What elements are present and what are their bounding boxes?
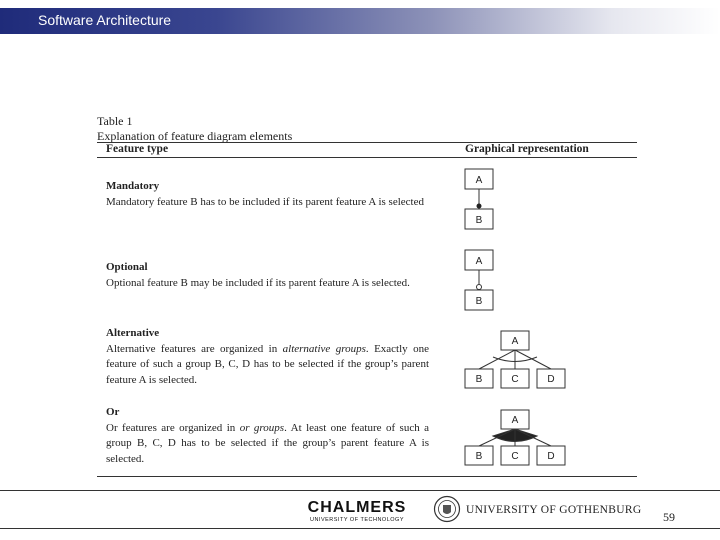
svg-text:D: D	[547, 451, 555, 462]
slide-title: Software Architecture	[38, 12, 172, 28]
table-header-rule	[97, 157, 637, 158]
or-feature-diagram	[460, 407, 580, 471]
university-seal-icon	[433, 495, 461, 523]
gothenburg-logo-text: UNIVERSITY OF GOTHENBURG	[466, 504, 642, 516]
svg-text:A: A	[475, 256, 483, 267]
alternative-feature-diagram	[460, 328, 580, 392]
slide-header-bar	[0, 8, 720, 34]
column-header-feature-type: Feature type	[106, 143, 169, 155]
table-row-mandatory	[106, 179, 429, 210]
row-name: Alternative	[106, 327, 160, 339]
table-row-optional	[106, 260, 429, 291]
table-row-or	[106, 405, 429, 467]
row-description: Mandatory feature B has to be included if its parent feature A is selected	[106, 195, 424, 208]
row-description: Alternative features are organized in alternative groups. Exactly one feature of such a group B, C, D has to be selected if the group’s parent feature A is selected.	[106, 342, 429, 386]
row-name: Mandatory	[106, 180, 160, 192]
mandatory-feature-diagram	[460, 166, 504, 232]
table-label: Table 1	[97, 114, 133, 128]
svg-text:B: B	[475, 374, 483, 385]
page-number: 59	[663, 510, 675, 524]
row-description: Or features are organized in or groups. At least one feature of such a group B, C, D has to be selected if the group’s parent feature A is selected.	[106, 421, 430, 465]
row-description: Optional feature B may be included if its parent feature A is selected.	[106, 276, 410, 289]
table-caption: Explanation of feature diagram elements	[97, 129, 293, 143]
svg-text:D: D	[547, 374, 555, 385]
svg-text:C: C	[511, 374, 519, 385]
svg-text:B: B	[475, 451, 483, 462]
svg-text:A: A	[475, 175, 483, 186]
table-bottom-rule	[97, 476, 637, 477]
footer-top-rule	[0, 490, 720, 491]
svg-text:B: B	[475, 215, 483, 226]
chalmers-wordmark: CHALMERS	[307, 499, 407, 516]
column-header-graphical-representation: Graphical representation	[465, 143, 589, 155]
footer-bottom-rule	[0, 528, 720, 529]
chalmers-logo	[298, 499, 416, 523]
table-heading	[97, 114, 292, 144]
svg-text:A: A	[511, 415, 519, 426]
table-row-alternative	[106, 326, 429, 388]
chalmers-subtitle: UNIVERSITY OF TECHNOLOGY	[309, 517, 404, 523]
row-name: Or	[106, 406, 120, 418]
svg-text:C: C	[511, 451, 519, 462]
svg-text:A: A	[511, 336, 519, 347]
optional-feature-diagram	[460, 247, 504, 313]
svg-text:B: B	[475, 296, 483, 307]
row-name: Optional	[106, 261, 148, 273]
